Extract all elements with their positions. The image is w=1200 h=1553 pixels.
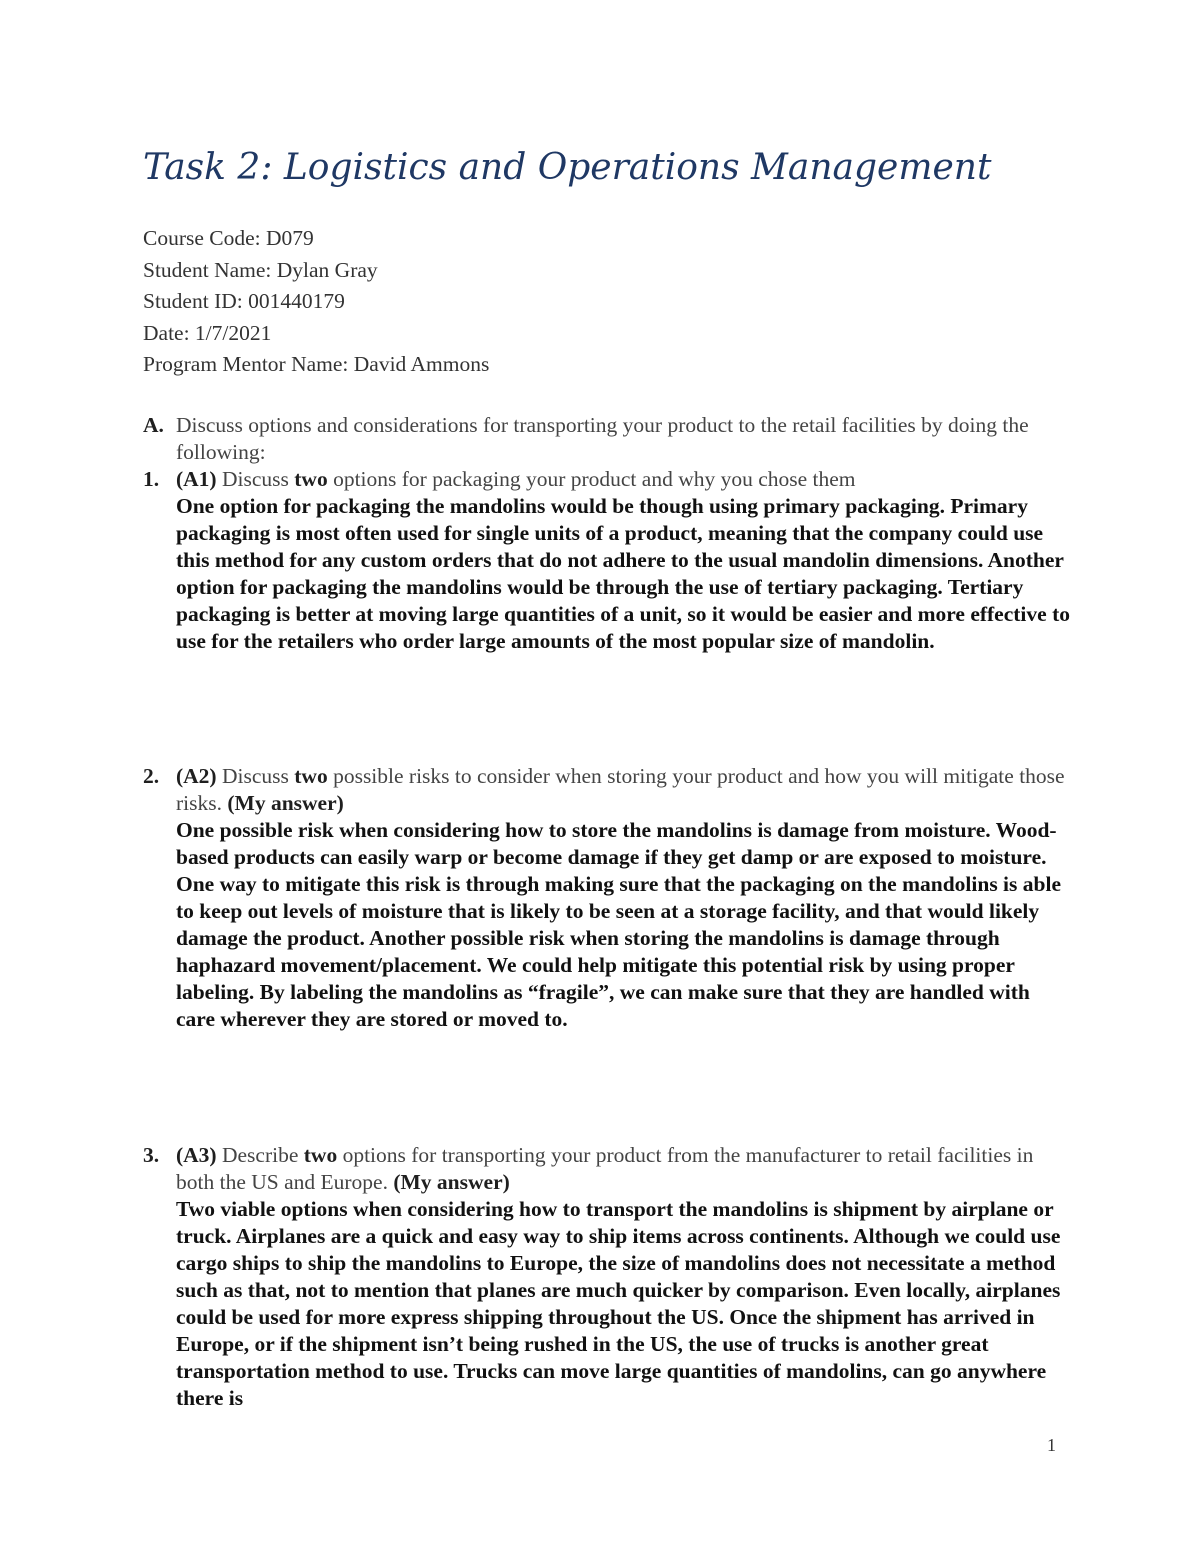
item-3-emphasis: two bbox=[303, 1143, 338, 1167]
item-3-post: options for transporting your product from the manufacturer to retail facilities in both the US and Europe. bbox=[176, 1143, 1034, 1194]
section-a bbox=[143, 412, 1073, 655]
item-2-prompt-text bbox=[176, 763, 1073, 817]
item-1-emphasis: two bbox=[294, 467, 328, 491]
item-2-post: possible risks to consider when storing your product and how you will mitigate those risks. bbox=[176, 764, 1065, 815]
section-a-text: Discuss options and considerations for transporting your product to the retail facilities by doing the following: bbox=[176, 413, 1029, 464]
item-3-prompt bbox=[143, 1142, 1073, 1196]
item-1-answer: One option for packaging the mandolins would be though using primary packaging. Primary packaging is most often used for single units of a product, meaning that the company could use this method for any custom orders that do not adhere to the usual mandolin dimensions. Another option for packaging the mandolins would be through the use of tertiary packaging. Tertiary packaging is better at moving large quantities of a unit, so it would be easier and more effective to use for the retailers who order large amounts of the most popular size of mandolin. bbox=[176, 494, 1070, 653]
item-1-prompt-text bbox=[176, 466, 1073, 493]
item-1-prompt bbox=[143, 466, 1073, 493]
item-3-marker: 3. bbox=[143, 1143, 160, 1167]
section-a-marker: A. bbox=[143, 413, 164, 437]
item-1-code: (A1) bbox=[176, 467, 217, 491]
item-1-marker: 1. bbox=[143, 467, 160, 491]
page-number: 1 bbox=[1047, 1435, 1056, 1455]
section-a-prompt bbox=[143, 412, 1073, 466]
item-3-answer: Two viable options when considering how to transport the mandolins is shipment by airplane or truck. Airplanes are a quick and easy way to ship items across continents. Although we could use cargo ships to ship the mandolins to Europe, the size of mandolins does not necessitate a method such as that, not to mention that planes are much quicker by comparison. Even locally, airplanes could be used for more express shipping throughout the US. Once the shipment has arrived in Europe, or if the shipment isn’t being rushed in the US, the use of trucks is another great transportation method to use. Trucks can move large quantities of mandolins, can go anywhere there is bbox=[176, 1197, 1061, 1410]
item-3-prompt-text bbox=[176, 1142, 1073, 1196]
item-1-post: options for packaging your product and why you chose them bbox=[333, 467, 856, 491]
item-2-emphasis: two bbox=[294, 764, 328, 788]
item-2-pre: Discuss bbox=[221, 764, 289, 788]
item-2-tag: (My answer) bbox=[227, 791, 344, 815]
item-3-pre: Describe bbox=[221, 1143, 299, 1167]
item-2-code: (A2) bbox=[176, 764, 217, 788]
meta-student-id: Student ID: 001440179 bbox=[143, 289, 345, 313]
item-2-answer: One possible risk when considering how to store the mandolins is damage from moisture. Wood-based products can easily warp or become damage if they get damp or are exposed to moisture. One way to mitigate this risk is through making sure that the packaging on the mandolins is able to keep out levels of moisture that is likely to be seen at a storage facility, and that would likely damage the product. Another possible risk when storing the mandolins is damage through haphazard movement/placement. We could help mitigate this potential risk by using proper labeling. By labeling the mandolins as “fragile”, we can make sure that they are handled with care wherever they are stored or moved to. bbox=[176, 818, 1061, 1031]
item-2-prompt bbox=[143, 763, 1073, 817]
item-3-tag: (My answer) bbox=[393, 1170, 510, 1194]
item-2-marker: 2. bbox=[143, 764, 160, 788]
meta-program-mentor: Program Mentor Name: David Ammons bbox=[143, 352, 490, 376]
item-2 bbox=[143, 763, 1073, 1033]
document-title: Task 2: Logistics and Operations Management bbox=[143, 147, 992, 188]
meta-course-code: Course Code: D079 bbox=[143, 226, 314, 250]
document-meta bbox=[143, 223, 489, 381]
item-1-pre: Discuss bbox=[221, 467, 289, 491]
meta-student-name: Student Name: Dylan Gray bbox=[143, 257, 378, 282]
item-3-code: (A3) bbox=[176, 1143, 217, 1167]
item-3 bbox=[143, 1142, 1073, 1412]
meta-date: Date: 1/7/2021 bbox=[143, 320, 272, 345]
